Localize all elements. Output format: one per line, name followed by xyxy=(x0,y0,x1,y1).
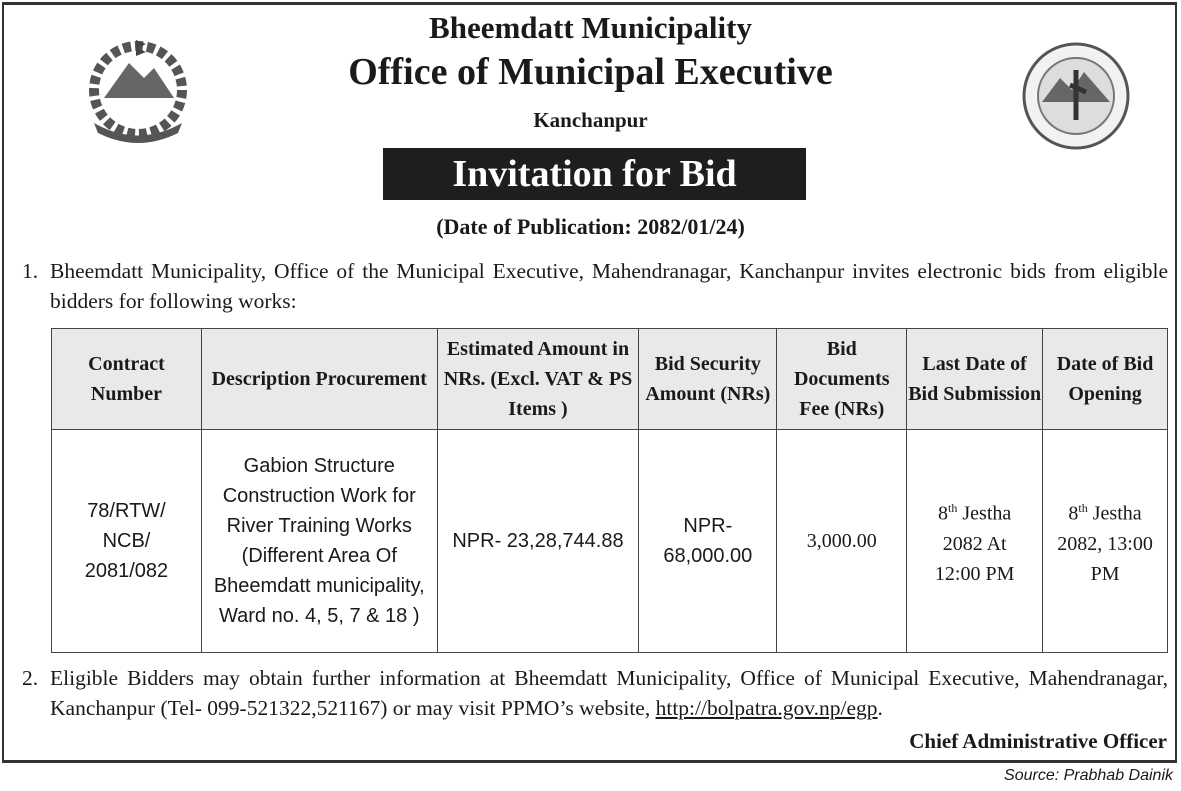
signature: Chief Administrative Officer xyxy=(909,729,1167,753)
paragraph-number: 1. xyxy=(22,259,39,283)
paragraph-text: Bheemdatt Municipality, Office of the Municipal Executive, Mahendranagar, Kanchanpur invites electronic bids from eligible bidders for following works: xyxy=(50,259,1168,313)
estimated-amount: NPR- 23,28,744.88 xyxy=(437,430,639,653)
header-description: Description Procurement xyxy=(201,329,437,430)
ppmo-website-link[interactable]: http://bolpatra.gov.np/egp xyxy=(655,696,878,720)
day: 8 xyxy=(938,502,949,525)
description: Gabion Structure Construction Work for River Training Works (Different Area Of Bheemdatt municipality, Ward no. 4, 5, 7 & 18 ) xyxy=(201,430,437,653)
documents-fee: 3,000.00 xyxy=(777,430,907,653)
publication-date: (Date of Publication: 2082/01/24) xyxy=(436,214,745,239)
paragraph-text xyxy=(50,663,1168,723)
period: . xyxy=(877,696,883,720)
header-last-date: Last Date of Bid Submission xyxy=(907,329,1043,430)
bid-table xyxy=(51,328,1168,653)
district-name: Kanchanpur xyxy=(533,108,648,132)
opening-date xyxy=(1043,430,1168,653)
ordinal: th xyxy=(948,501,958,516)
paragraph-number: 2. xyxy=(22,666,39,690)
municipality-name: Bheemdatt Municipality xyxy=(429,10,752,45)
header-estimated-amount: Estimated Amount in NRs. (Excl. VAT & PS Items ) xyxy=(437,329,639,430)
header-bid-security: Bid Security Amount (NRs) xyxy=(639,329,777,430)
office-name: Office of Municipal Executive xyxy=(348,51,833,93)
ordinal: th xyxy=(1078,501,1088,516)
bid-security: NPR- 68,000.00 xyxy=(639,430,777,653)
paragraph-1 xyxy=(22,256,1168,316)
table-row xyxy=(52,430,1168,653)
header-opening-date: Date of Bid Opening xyxy=(1043,329,1168,430)
source-credit: Source: Prabhab Dainik xyxy=(1004,767,1173,784)
date-rest: Jestha 2082, 13:00 PM xyxy=(1057,502,1153,585)
paragraph-2 xyxy=(22,663,1168,723)
day: 8 xyxy=(1068,502,1079,525)
paragraph-body: Eligible Bidders may obtain further information at Bheemdatt Municipality, Office of Municipal Executive, Mahendranagar, Kanchanpur (Tel- 099-521322,521167) or may visit PPMO’s website, xyxy=(50,666,1168,720)
table-header-row xyxy=(52,329,1168,430)
date-rest: Jestha 2082 At 12:00 PM xyxy=(934,502,1015,585)
notice-title: Invitation for Bid xyxy=(383,148,806,200)
header-documents-fee: Bid Documents Fee (NRs) xyxy=(777,329,907,430)
header-contract-number: Contract Number xyxy=(52,329,202,430)
submission-date xyxy=(907,430,1043,653)
contract-number: 78/RTW/ NCB/ 2081/082 xyxy=(52,430,202,653)
